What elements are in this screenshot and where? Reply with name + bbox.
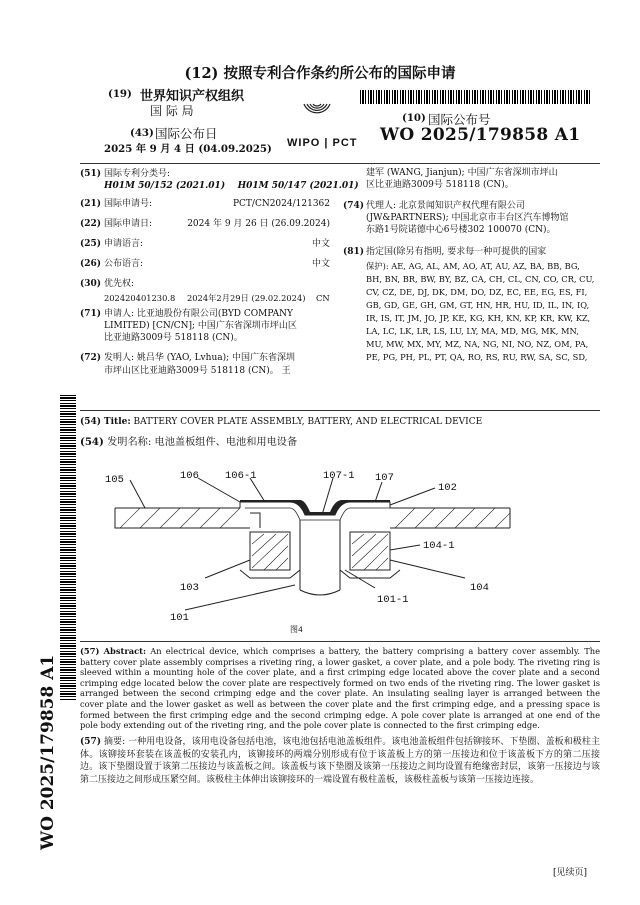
- label-101: 101: [170, 612, 189, 624]
- barcode-side: [60, 395, 76, 700]
- abstract-en: (57) Abstract: An electrical device, which comprises a battery, the battery comprising a battery cover assembly. The battery cover plate assembly comprises a riveting ring, a lower gasket, a cover plate, and a pole body. The riveting ring is sleeved within a mounting hole of the cover plate, and a first crimping edge located above the cover plate and a second crimping edge located below the cover plate are respectively formed on two ends of the riveting ring. The lower gasket is arranged between the second crimping edge and the cover plate. An insulating sealing layer is arranged between the cover plate and the lower gasket as well as between the cover plate and the first crimping edge, and a pressing space is formed between the first crimping edge and the second crimping edge. A pole cover plate is arranged at one end of the pole body extending out of the riveting ring, and the pole cover plate is connected to the first crimping edge.: [80, 646, 601, 731]
- f74-code: (74): [343, 201, 365, 211]
- title-en: (54) Title: BATTERY COVER PLATE ASSEMBLY, BATTERY, AND ELECTRICAL DEVICE: [80, 417, 483, 427]
- figure-drawing: [90, 460, 550, 640]
- f22-value: 2024 年 9 月 26 日 (26.09.2024): [187, 219, 330, 229]
- f81-line2: 保护): AE, AG, AL, AM, AO, AT, AU, AZ, BA, BB, BG,: [366, 261, 580, 271]
- pubno-code: (10): [402, 112, 426, 124]
- f26-code: (26): [80, 259, 102, 269]
- f74-line1: 代理人: 北京景闻知识产权代理有限公司: [366, 201, 525, 211]
- f26-label: 公布语言:: [104, 259, 144, 269]
- abstract-zh: (57) 摘要: 一种用电设备，该用电设备包括电池，该电池包括电池盖板组件。该电池盖板组件包括铆接环、下垫圈、盖板和极柱主体。该铆接环套装在该盖板的安装孔内，该铆接环的两端分别形成有位于该盖板上方的第一压接边和位于该盖板下方的第二压接边。该下垫圈设置于该第二压接边与该盖板之间。该盖板与该下垫圈及该第一压接边之间均设置有绝缘密封层，该第一压接边与该第二压接边之间形成压紧空间。该极柱主体伸出该铆接环的一端设置有极柱盖板，该极柱盖板与该第一压接边连接。: [80, 737, 600, 785]
- pubdate-label: 国际公布日: [155, 126, 218, 141]
- f25-value: 中文: [311, 239, 330, 249]
- f81-line8: MU, MW, MX, MY, MZ, NA, NG, NI, NO, NZ, OM, PA,: [366, 339, 589, 349]
- f21-label: 国际申请号:: [104, 199, 153, 209]
- f30-label: 优先权:: [104, 279, 135, 289]
- f22-code: (22): [80, 219, 102, 229]
- label-106: 106: [180, 470, 199, 482]
- f81-line6: IR, IS, IT, JM, JO, JP, KE, KG, KH, KN, KP, KR, KW, KZ,: [366, 313, 591, 323]
- f74-line3: 东路1号院诺德中心6号楼302 100070 (CN)。: [366, 225, 556, 235]
- f25-code: (25): [80, 239, 102, 249]
- org-code: (19): [108, 88, 132, 100]
- side-pubno: WO 2025/179858 A1: [38, 654, 58, 850]
- pubdate-value: 2025 年 9 月 4 日 (04.09.2025): [104, 143, 272, 155]
- label-104-1: 104-1: [423, 540, 455, 552]
- f30-date: 2024年2月29日 (29.02.2024): [187, 293, 306, 303]
- f51-code: (51): [80, 169, 102, 179]
- f26-value: 中文: [311, 259, 330, 269]
- label-105: 105: [105, 474, 124, 486]
- f81-line4: CV, CZ, DE, DJ, DK, DM, DO, DZ, EC, EE, EG, ES, FI,: [366, 287, 588, 297]
- f21-code: (21): [80, 199, 102, 209]
- f71-line2: LIMITED) [CN/CN]; 中国广东省深圳市坪山区: [104, 321, 297, 331]
- f71-line3: 比亚迪路3009号 518118 (CN)。: [104, 333, 243, 343]
- abstract-divider: [80, 641, 600, 642]
- org-name: 世界知识产权组织: [140, 89, 245, 104]
- f81-line5: GB, GD, GE, GH, GM, GT, HN, HR, HU, ID, IL, IN, IQ,: [366, 300, 590, 310]
- f72-cont-line2: 区比亚迪路3009号 518118 (CN)。: [366, 180, 514, 190]
- label-107: 107: [375, 472, 394, 484]
- f71-line1: 申请人: 比亚迪股份有限公司(BYD COMPANY: [104, 309, 293, 319]
- f30-app: 202420401230.8: [104, 293, 176, 303]
- f72-line2: 市坪山区比亚迪路3009号 518118 (CN)。 王: [104, 366, 291, 376]
- f51-value: H01M 50/152 (2021.01) H01M 50/147 (2021.01): [104, 181, 359, 191]
- f81-code: (81): [343, 247, 365, 257]
- f22-label: 国际申请日:: [104, 219, 153, 229]
- f51-label: 国际专利分类号:: [104, 169, 171, 179]
- f81-line9: PE, PG, PH, PL, PT, QA, RO, RS, RU, RW, SA, SC, SD,: [366, 352, 588, 362]
- f71-code: (71): [80, 309, 102, 319]
- f72-code: (72): [80, 353, 102, 363]
- f81-line3: BH, BN, BR, BW, BY, BZ, CA, CH, CL, CN, CO, CR, CU,: [366, 274, 595, 284]
- continued-footer: [见续页]: [553, 868, 588, 878]
- wipo-label: WIPO | PCT: [287, 137, 358, 149]
- header-divider: [80, 163, 600, 164]
- pubno-value: WO 2025/179858 A1: [380, 125, 581, 145]
- pubno-label: 国际公布号: [428, 112, 491, 127]
- title-divider: [80, 410, 600, 411]
- document-title: (12) 按照专利合作条约所公布的国际申请: [184, 65, 456, 82]
- f74-line2: (JW&PARTNERS); 中国北京市丰台区汽车博物馆: [366, 213, 569, 223]
- f81-line7: LA, LC, LK, LR, LS, LU, LY, MA, MD, MG, MK, MN,: [366, 326, 579, 336]
- label-106-1: 106-1: [225, 470, 257, 482]
- title-zh: (54) 发明名称: 电池盖板组件、电池和用电设备: [80, 436, 298, 448]
- f72-line1: 发明人: 姚吕华 (YAO, Lvhua); 中国广东省深圳: [104, 353, 296, 363]
- org-sub: 国 际 局: [150, 104, 194, 118]
- label-102: 102: [438, 482, 457, 494]
- label-101-1: 101-1: [377, 594, 409, 606]
- f81-line1: 指定国(除另有指明, 要求每一种可提供的国家: [366, 247, 547, 257]
- pubdate-code: (43): [130, 127, 154, 139]
- f21-value: PCT/CN2024/121362: [232, 199, 330, 209]
- f25-label: 申请语言:: [104, 239, 144, 249]
- f72-cont-line1: 建军 (WANG, Jianjun); 中国广东省深圳市坪山: [366, 168, 558, 178]
- label-103: 103: [180, 582, 199, 594]
- barcode-top: [360, 90, 590, 104]
- label-104: 104: [470, 582, 489, 594]
- figure-caption: 图4: [290, 626, 303, 635]
- wipo-logo-icon: [286, 100, 348, 140]
- label-107-1: 107-1: [323, 470, 355, 482]
- f30-code: (30): [80, 279, 102, 289]
- f30-country: CN: [316, 293, 330, 303]
